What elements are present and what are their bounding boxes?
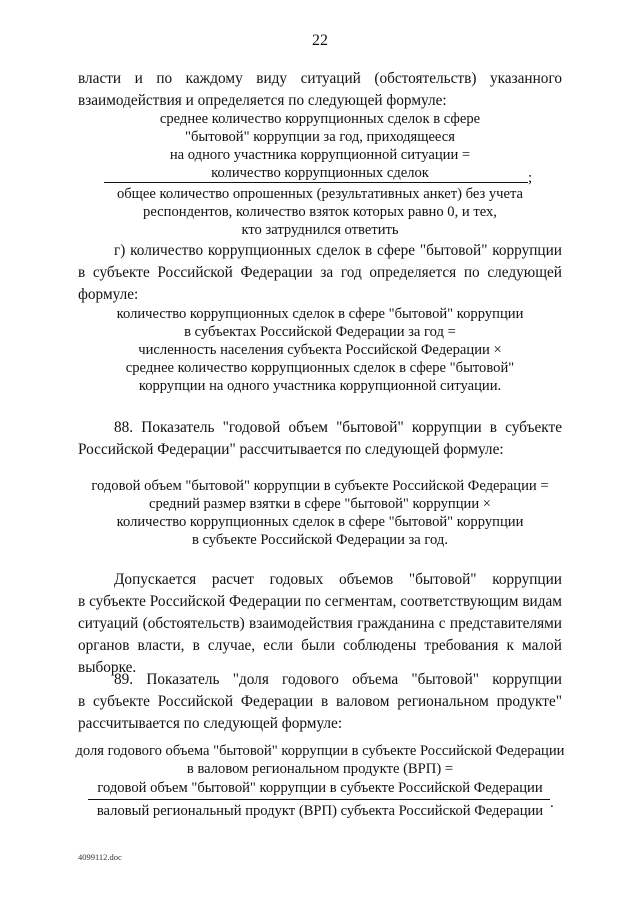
text-line: ситуаций (обстоятельств) взаимодействия гражданина с представителями <box>78 615 562 632</box>
formula-grp-share-head <box>0 742 640 778</box>
paragraph-item-88 <box>78 417 562 461</box>
formula-line: общее количество опрошенных (результативных анкет) без учета <box>116 186 524 202</box>
text-line: рассчитывается по следующей формуле: <box>78 715 343 732</box>
text-line: власти и по каждому виду ситуаций (обстоятельств) указанного <box>78 70 562 87</box>
formula-line: среднее количество коррупционных сделок в сфере <box>159 111 481 127</box>
formula-line: численность населения субъекта Российской Федерации × <box>138 342 502 358</box>
formula-grp-share-denominator <box>0 802 640 820</box>
formula-line: годовой объем "бытовой" коррупции в субъекте Российской Федерации = <box>91 478 549 494</box>
text-line: органов власти, в случае, если были соблюдены требования к малой <box>78 637 562 654</box>
text-line: в субъекте Российской Федерации за год определяется по следующей <box>78 264 562 281</box>
text-line: в субъекте Российской Федерации в валовом региональном продукте" <box>78 693 562 710</box>
file-name-footer: 4099112.doc <box>78 852 122 862</box>
text-line: выборке. <box>78 659 137 676</box>
formula-line: количество коррупционных сделок в сфере "бытовой" коррупции <box>116 514 524 530</box>
formula-terminator: ; <box>528 170 533 186</box>
text-line: 89. Показатель "доля годового объема "бытовой" коррупции <box>114 671 562 688</box>
formula-line: доля годового объема "бытовой" коррупции в субъекте Российской Федерации <box>75 743 565 759</box>
formula-line: коррупции на одного участника коррупционной ситуации. <box>138 378 502 394</box>
formula-line: среднее количество коррупционных сделок в сфере "бытовой" <box>125 360 515 376</box>
formula-line: средний размер взятки в сфере "бытовой" коррупции × <box>148 496 492 512</box>
text-line: 88. Показатель "годовой объем "бытовой" коррупции в субъекте <box>114 419 562 436</box>
text-line: г) количество коррупционных сделок в сфере "бытовой" коррупции <box>114 242 562 259</box>
text-line: взаимодействия и определяется по следующей формуле: <box>78 92 447 109</box>
formula-avg-deals-numerator <box>0 110 640 182</box>
formula-line: на одного участника коррупционной ситуации = <box>169 147 471 163</box>
page-number: 22 <box>312 32 328 49</box>
formula-line: количество коррупционных сделок <box>211 165 429 181</box>
text-line: Допускается расчет годовых объемов "бытовой" коррупции <box>114 571 562 588</box>
text-line: формуле: <box>78 286 139 303</box>
formula-deals-count <box>0 305 640 395</box>
formula-line: количество коррупционных сделок в сфере "бытовой" коррупции <box>116 306 524 322</box>
fraction-bar <box>88 799 550 800</box>
paragraph-item-89 <box>78 669 562 735</box>
formula-line: респондентов, количество взяток которых равно 0, и тех, <box>143 204 497 220</box>
fraction-bar <box>104 182 528 183</box>
formula-terminator: . <box>550 795 554 811</box>
formula-annual-volume <box>0 477 640 549</box>
text-line: в субъекте Российской Федерации по сегментам, соответствующим видам <box>78 593 562 610</box>
formula-line: в субъектах Российской Федерации за год = <box>184 324 456 340</box>
formula-line: "бытовой" коррупции за год, приходящееся <box>185 129 455 145</box>
text-line: Российской Федерации" рассчитывается по следующей формуле: <box>78 441 504 458</box>
formula-avg-deals-denominator <box>0 185 640 239</box>
paragraph-item-g <box>78 240 562 306</box>
formula-line: годовой объем "бытовой" коррупции в субъекте Российской Федерации <box>97 780 543 796</box>
formula-line: в субъекте Российской Федерации за год. <box>191 532 449 548</box>
paragraph-segments <box>78 569 562 679</box>
formula-line: валовый региональный продукт (ВРП) субъекта Российской Федерации <box>96 803 544 819</box>
formula-grp-share-numerator <box>0 779 640 797</box>
paragraph-intro <box>78 68 562 112</box>
formula-line: в валовом региональном продукте (ВРП) = <box>186 761 454 777</box>
formula-line: кто затруднился ответить <box>241 222 399 238</box>
